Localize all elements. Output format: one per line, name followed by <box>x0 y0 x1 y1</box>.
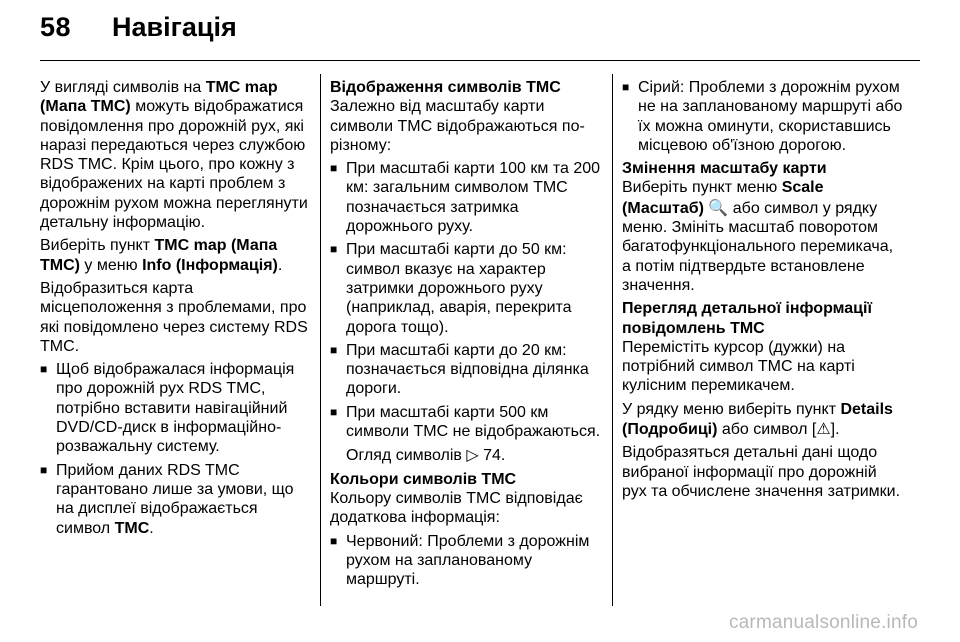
paragraph: Відобразяться детальні дані щодо вибраної інформації про дорожній рух та обчислене значення затримки. <box>622 444 901 500</box>
paragraph: Кольору символів TMC відповідає додаткова інформація: <box>330 489 583 527</box>
heading: Перегляд детальної інформації повідомлень TMC <box>622 300 872 337</box>
section-title: Навігація <box>112 12 237 42</box>
list-item: ■ При масштабі карти 500 км символи TMC не відображаються. <box>330 403 605 442</box>
paragraph: У вигляді символів на TMC map (Мапа TMC) можуть відображатися повідомлення про дорожній рух, які наразі передаються через службою RDS TMC. Крім цього, про кожну з відображених на карті проблем з дорожнім рухом можна переглянути детальну інформацію. <box>40 79 308 232</box>
page-number: 58 <box>40 12 72 42</box>
column-3 <box>622 78 904 505</box>
watermark: carmanualsonline.info <box>728 612 918 633</box>
bullet-list <box>622 78 904 155</box>
heading: Відображення символів TMC <box>330 79 561 96</box>
cross-reference: Огляд символів ▷ 74. <box>346 445 506 465</box>
paragraph: У рядку меню виберіть пункт Details (Подробиці) або символ [⚠]. <box>622 400 893 439</box>
heading: Змінення масштабу карти <box>622 160 827 178</box>
page-ref-icon: ▷ <box>466 445 479 465</box>
list-item: ■ Сірий: Проблеми з дорожнім рухом не на запланованому маршруті або їх можна оминути, скориставшись місцевою об'їзною дорогою. <box>622 78 904 155</box>
column-2 <box>330 78 605 593</box>
bullet-list <box>330 159 605 441</box>
heading: Кольори символів TMC <box>330 470 517 488</box>
paragraph: Виберіть пункт TMC map (Мапа TMC) у меню Info (Інформація). <box>40 237 283 274</box>
column-divider <box>320 74 321 606</box>
list-item: ■ Червоний: Проблеми з дорожнім рухом на запланованому маршруті. <box>330 532 605 590</box>
warning-icon: ⚠ <box>816 419 831 439</box>
bullet-list <box>330 532 605 590</box>
header-rule <box>40 60 920 61</box>
bullet-list <box>40 360 310 538</box>
list-item: ■ При масштабі карти до 50 км: символ вказує на характер затримки дорожнього руху (наприклад, аварія, перекрита дорога тощо). <box>330 240 605 336</box>
paragraph: Залежно від масштабу карти символи TMC відображаються по-різному: <box>330 98 585 154</box>
magnifier-icon: 🔍 <box>708 197 729 217</box>
column-1 <box>40 78 310 542</box>
paragraph: Відобразиться карта місцеположення з проблемами, про які повідомлено через систему RDS TMC. <box>40 279 308 355</box>
list-item: ■ При масштабі карти до 20 км: позначається відповідна ділянка дороги. <box>330 341 605 399</box>
column-divider <box>612 74 613 606</box>
paragraph: Виберіть пункт меню Scale (Масштаб) 🔍 або символ у рядку меню. Змініть масштаб поворотом багатофункціонального перемикача, а потім підтвердьте встановлене значення. <box>622 179 894 294</box>
list-item: ■ При масштабі карти 100 км та 200 км: загальним символом TMC позначається затримка дорожнього руху. <box>330 159 605 236</box>
paragraph: Перемістіть курсор (дужки) на потрібний символ TMC на карті кулісним перемикачем. <box>622 338 855 395</box>
page-header <box>0 0 960 60</box>
list-item: ■ Щоб відображалася інформація про дорожній рух RDS TMC, потрібно вставити навігаційний DVD/CD-диск в інформаційно-розважальну систему. <box>40 360 310 456</box>
list-item: ■ Прийом даних RDS TMC гарантовано лише за умови, що на дисплеї відображається символ TMC. <box>40 461 310 538</box>
